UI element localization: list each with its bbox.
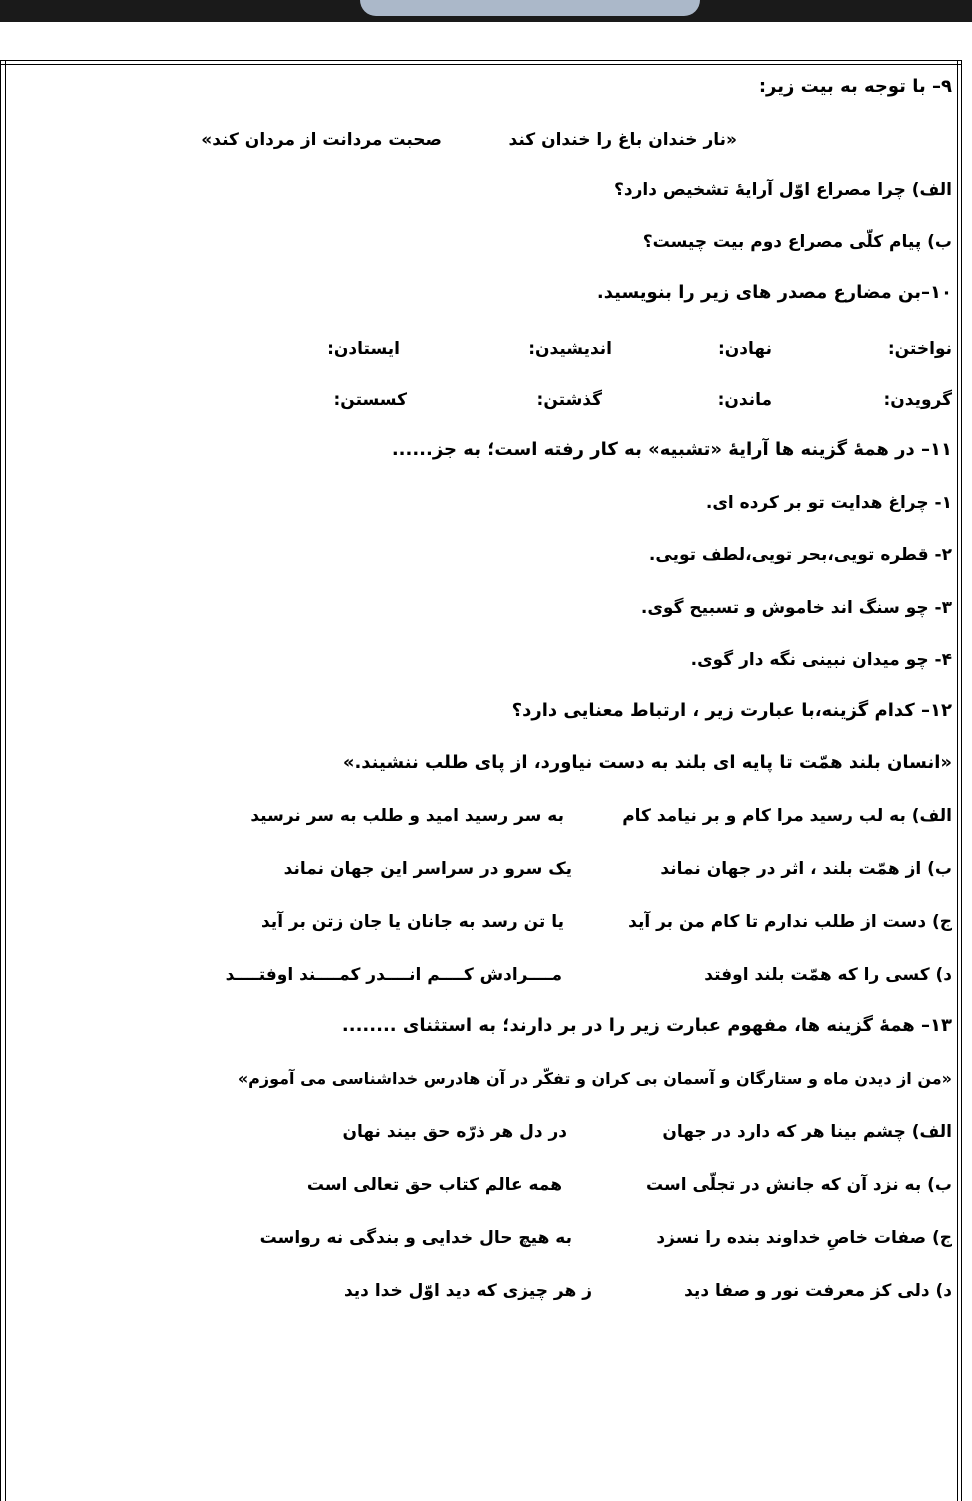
q13-option-second-hemistich: همه عالم کتاب حق تعالی است [306, 1175, 562, 1195]
top-header-bar [0, 0, 972, 22]
watermark-shape [360, 0, 700, 16]
q12-option-first-hemistich: الف) به لب رسید مرا کام و بر نیامد کام [622, 806, 952, 826]
q12-option-second-hemistich: یک سرو در سراسر این جهان نماند [283, 859, 572, 879]
q11-option: ۲- قطره تویی،بحر تویی،لطف تویی. [648, 545, 952, 565]
q9-part-b: ب) پیام کلّی مصراع دوم بیت چیست؟ [642, 232, 952, 252]
q9-verse-hemistich-1: «نار خندان باغ را خندان کند [508, 130, 737, 150]
q13-quote: «من از دیدن ماه و ستارگان و آسمان بی کران و تفکّر در آن هادرس خداشناسی می آموزم» [237, 1069, 952, 1088]
q10-row1-item: نهادن: [717, 339, 772, 359]
q13-option-second-hemistich: در دل هر ذرّه حق بیند نهان [342, 1122, 567, 1142]
q9-title: ۹– با توجه به بیت زیر: [758, 76, 952, 97]
q13-option-first-hemistich: ج) صفات خاصِ خداوند بنده را نسزد [656, 1228, 952, 1248]
frame-right-border [957, 60, 962, 1501]
q10-row2-item: گذشتن: [536, 390, 602, 410]
q13-option-first-hemistich: الف) چشم بینا هر که دارد در جهان [662, 1122, 952, 1142]
q10-title: ۱۰–بن مضارع مصدر های زیر را بنویسید. [596, 282, 952, 303]
q11-title: ۱۱– در همۀ گزینه ها آرایۀ «تشبیه» به کار رفته است؛ به جز...... [391, 439, 952, 460]
q12-option-second-hemistich: یا تن رسد به جانان یا جان زتن بر آید [260, 912, 564, 932]
q9-part-a: الف) چرا مصراع اوّل آرایۀ تشخیص دارد؟ [614, 180, 952, 200]
q13-option-second-hemistich: ز هر چیزی که دید اوّل خدا دید [343, 1281, 592, 1301]
frame-top-border [0, 60, 962, 65]
q13-option-first-hemistich: د) دلی کز معرفت نور و صفا دید [684, 1281, 952, 1301]
q10-row1-item: ایستادن: [327, 339, 400, 359]
q12-option-first-hemistich: ج) دست از طلب ندارم تا کام من بر آید [628, 912, 952, 932]
q11-option: ۳- چو سنگ اند خاموش و تسبیح گوی. [640, 598, 952, 618]
q11-option: ۱- چراغ هدایت تو بر کرده ای. [705, 493, 952, 513]
q12-option-first-hemistich: د) کسی را که همّت بلند اوفتد [704, 965, 952, 985]
q10-row2-item: گرویدن: [883, 390, 952, 410]
q11-option: ۴- چو میدان نبینی نگه دار گوی. [690, 650, 952, 670]
q10-row2-item: ماندن: [717, 390, 772, 410]
q13-option-second-hemistich: به هیچ حال خدایی و بندگی نه رواست [259, 1228, 572, 1248]
q13-option-first-hemistich: ب) به نزد آن که جانش در تجلّی است [646, 1175, 952, 1195]
q12-title: ۱۲– کدام گزینه،با عبارت زیر ، ارتباط معنایی دارد؟ [511, 700, 952, 721]
frame-left-border [0, 60, 6, 1501]
q9-verse-hemistich-2: صحبت مردانت از مردان کند» [201, 130, 442, 150]
q10-row1-item: اندیشیدن: [528, 339, 612, 359]
q12-option-second-hemistich: به سر رسید امید و طلب به سر نرسید [250, 806, 564, 826]
q12-quote: «انسان بلند همّت تا پایه ای بلند به دست نیاورد، از پای طلب ننشیند.» [342, 752, 952, 773]
q12-option-first-hemistich: ب) از همّت بلند ، اثر در جهان نماند [660, 859, 952, 879]
q10-row2-item: کسستن: [333, 390, 407, 410]
q12-option-second-hemistich: مــــرادش کــــم انــــدر کمــــند اوفتــــد [225, 965, 562, 985]
q10-row1-item: نواختن: [887, 339, 952, 359]
q13-title: ۱۳– همۀ گزینه ها، مفهوم عبارت زیر را در بر دارند؛ به استثنای ........ [341, 1015, 952, 1036]
